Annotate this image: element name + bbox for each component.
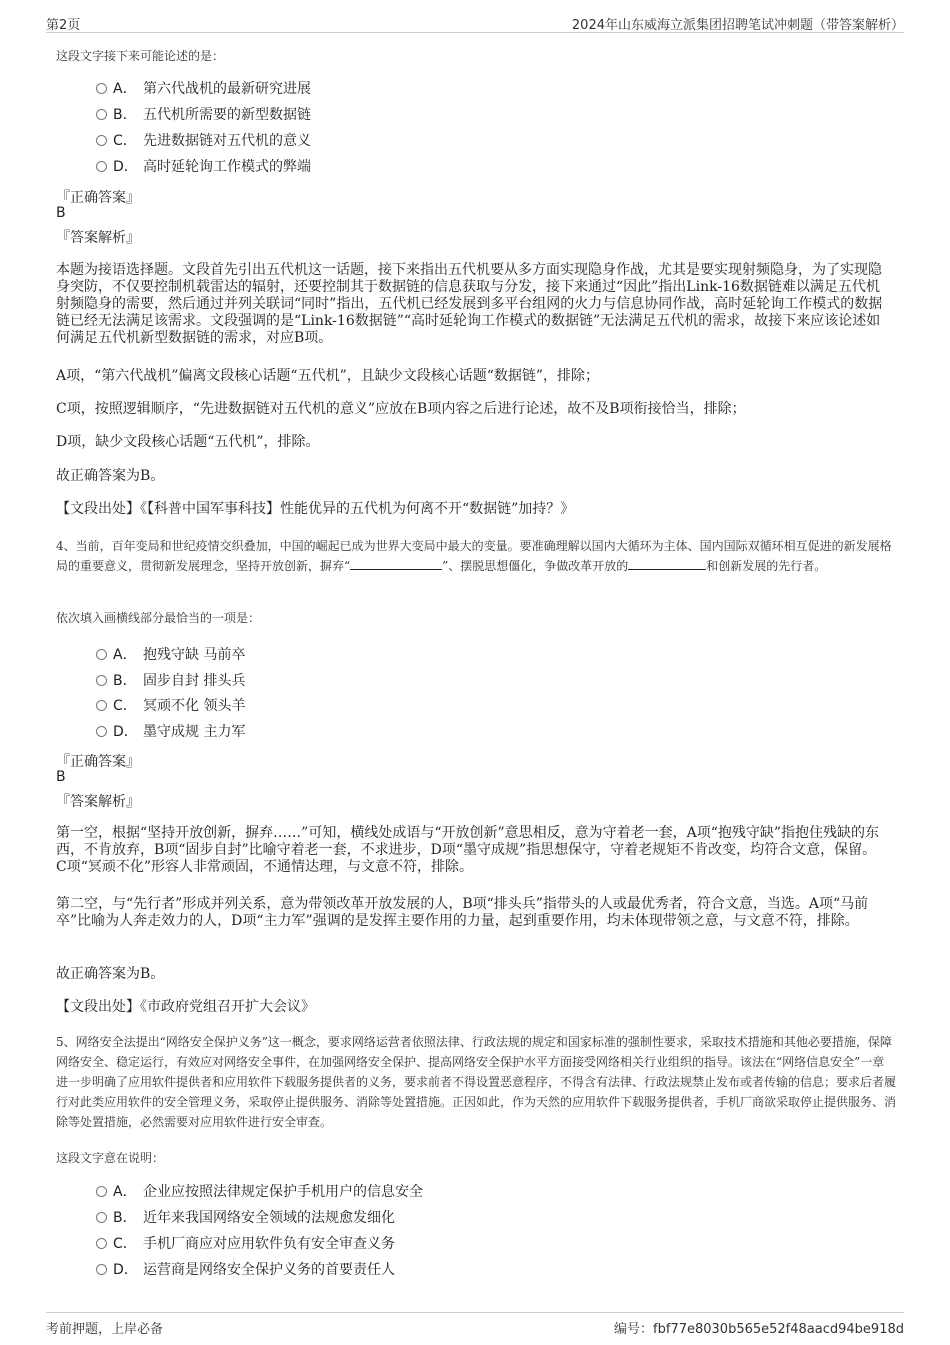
- radio-icon[interactable]: [96, 1186, 107, 1197]
- q4-stem: 4、当前，百年变局和世纪疫情交织叠加，中国的崛起已成为世界大变局中最大的变量。要准确理解以国内大循环为主体、国内国际双循环相互促进的新发展格局的重要意义，贯彻新发展理念，坚持开放创新，摒弃“ ”、摆脱思想僵化，争做改革开放的 和创新发展的先行者。: [56, 539, 892, 573]
- q4-option-c[interactable]: C． 冥顽不化 领头羊: [96, 695, 245, 717]
- radio-icon[interactable]: [96, 700, 107, 711]
- document-code: 编号：fbf77e8030b565e52f48aacd94be918d: [614, 1322, 904, 1337]
- q3-option-c[interactable]: C． 先进数据链对五代机的意义: [96, 130, 311, 152]
- radio-icon[interactable]: [96, 161, 107, 172]
- q4-analysis-blank1: 第一空，根据“坚持开放创新，摒弃……”可知，横线处成语与“开放创新”意思相反，意为守着老一套，A项“抱残守缺”指抱住残缺的东西，不肯放弃，B项“固步自封”比喻守着老一套，不求进步，D项“墨守成规”指思想保守，守着老规矩不肯改变，均符合文意，保留。C项“冥顽不化”形容人非常顽固，不通情达理，与文意不符，排除。: [56, 825, 880, 875]
- blank-2: [628, 557, 706, 570]
- q3-prompt: 这段文字接下来可能论述的是：: [56, 49, 225, 63]
- q3-conclusion: 故正确答案为B。: [56, 468, 165, 484]
- q3-answer-label: 『正确答案』: [56, 190, 140, 206]
- q5-option-a[interactable]: A． 企业应按照法律规定保护手机用户的信息安全: [96, 1181, 423, 1203]
- q4-conclusion: 故正确答案为B。: [56, 966, 165, 982]
- q3-option-b[interactable]: B． 五代机所需要的新型数据链: [96, 104, 311, 126]
- radio-icon[interactable]: [96, 649, 107, 660]
- radio-icon[interactable]: [96, 1264, 107, 1275]
- q4-option-b[interactable]: B． 固步自封 排头兵: [96, 670, 245, 692]
- q3-option-d[interactable]: D． 高时延轮询工作模式的弊端: [96, 156, 311, 178]
- radio-icon[interactable]: [96, 726, 107, 737]
- q5-option-c[interactable]: C． 手机厂商应对应用软件负有安全审查义务: [96, 1233, 395, 1255]
- radio-icon[interactable]: [96, 1212, 107, 1223]
- q3-analysis-d: D项，缺少文段核心话题“五代机”，排除。: [56, 434, 320, 450]
- q4-answer-label: 『正确答案』: [56, 754, 140, 770]
- radio-icon[interactable]: [96, 675, 107, 686]
- page-header: [46, 12, 904, 33]
- q4-prompt: 依次填入画横线部分最恰当的一项是：: [56, 611, 261, 625]
- q5-prompt: 这段文字意在说明：: [56, 1151, 165, 1165]
- q3-analysis-c: C项，按照逻辑顺序，“先进数据链对五代机的意义”应放在B项内容之后进行论述，故不及B项衔接恰当，排除；: [56, 401, 746, 417]
- q4-option-d[interactable]: D． 墨守成规 主力军: [96, 721, 245, 743]
- page-footer: [46, 1312, 904, 1337]
- q3-answer: B: [56, 205, 66, 221]
- radio-icon[interactable]: [96, 109, 107, 120]
- radio-icon[interactable]: [96, 83, 107, 94]
- q4-answer: B: [56, 769, 66, 785]
- radio-icon[interactable]: [96, 135, 107, 146]
- q4-analysis-blank2: 第二空，与“先行者”形成并列关系，意为带领改革开放发展的人，B项“排头兵”指带头的人或最优秀者，符合文意，当选。A项“马前卒”比喻为人奔走效力的人，D项“主力军”强调的是发挥主要作用的力量，起到重要作用，均未体现带领之意，与文意不符，排除。: [56, 896, 869, 929]
- footer-slogan: 考前押题，上岸必备: [46, 1322, 164, 1337]
- q5-stem: 5、网络安全法提出“网络安全保护义务”这一概念，要求网络运营者依照法律、行政法规的规定和国家标准的强制性要求，采取技术措施和其他必要措施，保障网络安全、稳定运行，有效应对网络安全事件，在加强网络安全保护、提高网络安全保护水平方面接受网络相关行业组织的指导。该法在“网络信息安全”一章进一步明确了应用软件提供者和应用软件下载服务提供者的义务，要求前者不得设置恶意程序，不得含有法律、行政法规禁止发布或者传输的信息；要求后者履行对此类应用软件的安全管理义务，采取停止提供服务、消除等处置措施。正因如此，作为天然的应用软件下载服务提供者，手机厂商欲采取停止提供服务、消除等处置措施，必然需要对应用软件进行安全审查。: [56, 1035, 897, 1129]
- q3-source: 【文段出处】《【科普中国军事科技】性能优异的五代机为何离不开“数据链”加持？》: [56, 501, 575, 517]
- q5-option-b[interactable]: B． 近年来我国网络安全领域的法规愈发细化: [96, 1207, 395, 1229]
- q5-option-d[interactable]: D． 运营商是网络安全保护义务的首要责任人: [96, 1259, 395, 1281]
- document-title: 2024年山东威海立派集团招聘笔试冲刺题（带答案解析）: [571, 18, 904, 33]
- q3-analysis-main: 本题为接语选择题。文段首先引出五代机这一话题，接下来指出五代机要从多方面实现隐身作战，尤其是要实现射频隐身，为了实现隐身突防，不仅要控制机载雷达的辐射，还要控制其于数据链的信息获取与分发，接下来通过“因此”指出Link-16数据链难以满足五代机射频隐身的需要，然后通过并列关联词“同时”指出，五代机已经发展到多平台组网的火力与信息协同作战，高时延轮询工作模式的数据链已经无法满足该需求。文段强调的是“Link-16数据链”“高时延轮询工作模式的数据链”无法满足五代机的需求，故接下来应该论述如何满足五代机新型数据链的需求，对应B项。: [56, 262, 883, 346]
- q3-analysis-label: 『答案解析』: [56, 230, 140, 246]
- q3-option-a[interactable]: A． 第六代战机的最新研究进展: [96, 78, 311, 100]
- blank-1: [350, 557, 442, 570]
- q4-analysis-label: 『答案解析』: [56, 794, 140, 810]
- q4-option-a[interactable]: A． 抱残守缺 马前卒: [96, 644, 245, 666]
- radio-icon[interactable]: [96, 1238, 107, 1249]
- q3-analysis-a: A项，“第六代战机”偏离文段核心话题“五代机”，且缺少文段核心话题“数据链”，排除；: [56, 368, 600, 384]
- page-number: 第2页: [46, 18, 81, 33]
- q4-source: 【文段出处】《市政府党组召开扩大会议》: [56, 999, 315, 1015]
